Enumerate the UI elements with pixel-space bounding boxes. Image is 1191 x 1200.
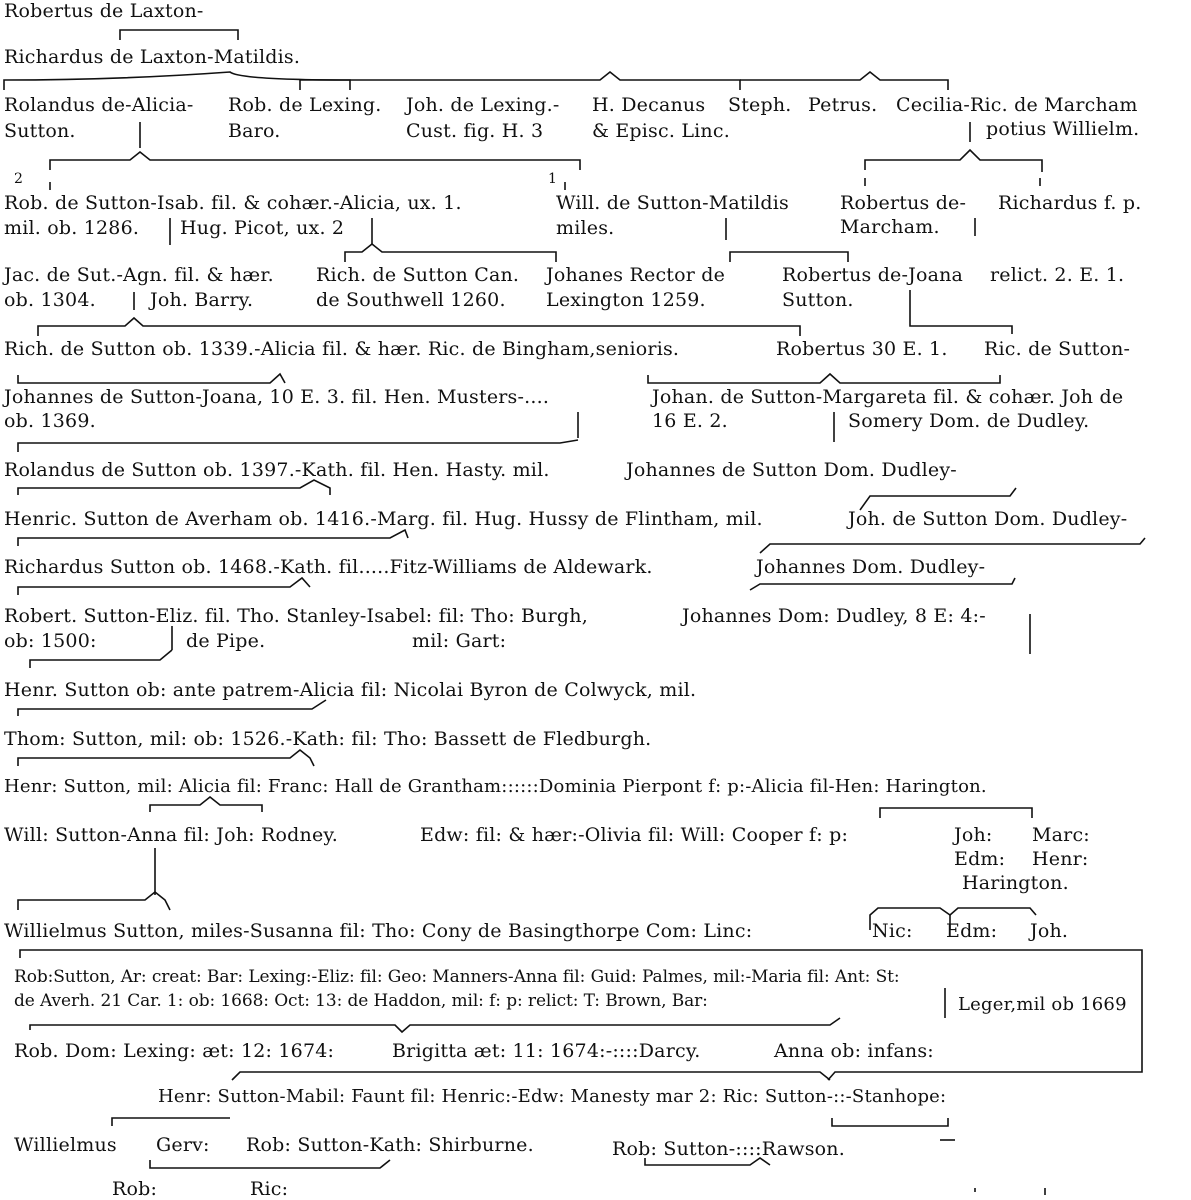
person-rich-de-sutton-1339: Rich. de Sutton ob. 1339.-Alicia fil. & hær. Ric. de Bingham,senioris. (4, 338, 680, 360)
child-rob: Rob: (112, 1178, 158, 1200)
child-marc: Marc: (1032, 824, 1090, 846)
person-will-sutton: Will: Sutton-Anna fil: Joh: Rodney. (4, 824, 339, 846)
note-mil-ob-1286: mil. ob. 1286. (4, 217, 140, 239)
note-miles: miles. (556, 217, 615, 239)
person-rob-sutton-kath: Rob: Sutton-Kath: Shirburne. (246, 1134, 534, 1156)
person-edw-fil: Edw: fil: & hær:-Olivia fil: Will: Cooper f: p: (420, 824, 849, 846)
note-somery-dudley: Somery Dom. de Dudley. (848, 410, 1090, 432)
note-sutton-2: Sutton. (782, 289, 854, 311)
child-edm-2: Edm: (946, 920, 998, 942)
note-relict-2-e-1: relict. 2. E. 1. (990, 264, 1125, 286)
note-leger-mil: Leger,mil ob 1669 (958, 994, 1127, 1015)
person-henr-sutton-mabil: Henr: Sutton-Mabil: Faunt fil: Henric:-Edw: Manesty mar 2: Ric: Sutton-::-Stanhope: (158, 1086, 947, 1107)
child-nic: Nic: (872, 920, 913, 942)
person-richardus-fp: Richardus f. p. (998, 192, 1142, 214)
person-rolandus-de-alicia: Rolandus de-Alicia- (4, 94, 194, 116)
person-johanes-rector: Johanes Rector de (546, 264, 726, 286)
person-rob-sutton-rawson: Rob: Sutton-::::Rawson. (612, 1138, 845, 1160)
person-h-decanus: H. Decanus (592, 94, 706, 116)
person-johannes-de-sutton-1369: Johannes de Sutton-Joana, 10 E. 3. fil. Hen. Musters-.... (4, 386, 550, 408)
person-will-de-sutton: Will. de Sutton-Matildis (556, 192, 789, 214)
note-ob-1369: ob. 1369. (4, 410, 96, 432)
person-johannes-dom-dudley-1: Johannes de Sutton Dom. Dudley- (626, 459, 957, 481)
person-henric-sutton-averham: Henric. Sutton de Averham ob. 1416.-Marg. fil. Hug. Hussy de Flintham, mil. (4, 508, 763, 530)
note-potius-willielm: potius Willielm. (986, 118, 1140, 140)
note-lexington-1259: Lexington 1259. (546, 289, 706, 311)
person-robertus-de-joana: Robertus de-Joana (782, 264, 964, 286)
person-johan-de-sutton: Johan. de Sutton-Margareta fil. & cohær. Joh de (652, 386, 1124, 408)
note-baro: Baro. (228, 120, 281, 142)
person-cecilia: Cecilia-Ric. de Marcham (896, 94, 1138, 116)
note-de-averham: de Averh. 21 Car. 1: ob: 1668: Oct: 13: de Haddon, mil: f: p: relict: T: Brown, Bar: (14, 991, 708, 1011)
note-16-e-2: 16 E. 2. (652, 410, 728, 432)
child-joh: Joh: (954, 824, 993, 846)
note-sutton: Sutton. (4, 120, 76, 142)
marker-1: 1 (548, 171, 558, 187)
note-de-pipe: de Pipe. (186, 630, 266, 652)
child-joh-2: Joh. (1030, 920, 1069, 942)
person-rob-de-sutton: Rob. de Sutton-Isab. fil. & cohær.-Alicia, ux. 1. (4, 192, 462, 214)
person-petrus: Petrus. (808, 94, 878, 116)
person-robertus-30-e-1: Robertus 30 E. 1. (776, 338, 948, 360)
person-johannes-dom-dudley-2: Johannes Dom. Dudley- (756, 556, 986, 578)
person-joh-dom-dudley: Joh. de Sutton Dom. Dudley- (848, 508, 1128, 530)
child-harington: Harington. (962, 872, 1069, 894)
person-richardus-de-laxton: Richardus de Laxton-Matildis. (4, 46, 301, 68)
person-willielmus: Willielmus (14, 1134, 117, 1156)
note-mil-gart: mil: Gart: (412, 630, 507, 652)
person-rob-sutton-baronet: Rob:Sutton, Ar: creat: Bar: Lexing:-Eliz: fil: Geo: Manners-Anna fil: Guid: Palmes, mil:-Maria fil: Ant: St: (14, 967, 900, 987)
note-joh-barry: Joh. Barry. (150, 289, 254, 311)
note-ob-1304: ob. 1304. (4, 289, 96, 311)
person-henr-sutton-mil: Henr: Sutton, mil: Alicia fil: Franc: Hall de Grantham::::::Dominia Pierpont f: p:-Alicia fil-Hen: Harington. (4, 776, 987, 797)
person-rob-de-lexing: Rob. de Lexing. (228, 94, 382, 116)
note-de-southwell: de Southwell 1260. (316, 289, 506, 311)
person-jac-de-sutton: Jac. de Sut.-Agn. fil. & hær. (4, 264, 274, 286)
child-edm: Edm: (954, 848, 1006, 870)
person-steph: Steph. (728, 94, 792, 116)
note-hug-picot: Hug. Picot, ux. 2 (180, 217, 345, 239)
person-gerv: Gerv: (156, 1134, 210, 1156)
person-joh-de-lexing: Joh. de Lexing.- (406, 94, 560, 116)
child-ric: Ric: (250, 1178, 289, 1200)
person-thom-sutton: Thom: Sutton, mil: ob: 1526.-Kath: fil: Tho: Bassett de Fledburgh. (4, 728, 652, 750)
person-rolandus-de-sutton-1397: Rolandus de Sutton ob. 1397.-Kath. fil. Hen. Hasty. mil. (4, 459, 550, 481)
note-episc-linc: & Episc. Linc. (592, 120, 730, 142)
note-cust-fig: Cust. fig. H. 3 (406, 120, 544, 142)
note-ob-1500: ob: 1500: (4, 630, 97, 652)
person-robert-sutton: Robert. Sutton-Eliz. fil. Tho. Stanley-Isabel: fil: Tho: Burgh, (4, 605, 588, 627)
person-richardus-sutton-1468: Richardus Sutton ob. 1468.-Kath. fil.....Fitz-Williams de Aldewark. (4, 556, 653, 578)
person-robertus-de-laxton: Robertus de Laxton- (4, 0, 204, 22)
person-robertus-de-marcham: Robertus de- (840, 192, 967, 214)
person-rich-de-sutton-can: Rich. de Sutton Can. (316, 264, 520, 286)
person-henr-sutton-ante-patrem: Henr. Sutton ob: ante patrem-Alicia fil: Nicolai Byron de Colwyck, mil. (4, 679, 697, 701)
note-marcham: Marcham. (840, 216, 940, 238)
person-ric-de-sutton: Ric. de Sutton- (984, 338, 1131, 360)
person-johannes-dom-dudley-3: Johannes Dom: Dudley, 8 E: 4:- (682, 605, 986, 627)
person-willielmus-sutton-miles: Willielmus Sutton, miles-Susanna fil: Tho: Cony de Basingthorpe Com: Linc: (4, 920, 753, 942)
marker-2: 2 (14, 171, 24, 187)
person-rob-dom-lexing: Rob. Dom: Lexing: æt: 12: 1674: (14, 1040, 335, 1062)
person-brigitta: Brigitta æt: 11: 1674:-::::Darcy. (392, 1040, 701, 1062)
person-anna-infans: Anna ob: infans: (774, 1040, 934, 1062)
child-henr: Henr: (1032, 848, 1089, 870)
